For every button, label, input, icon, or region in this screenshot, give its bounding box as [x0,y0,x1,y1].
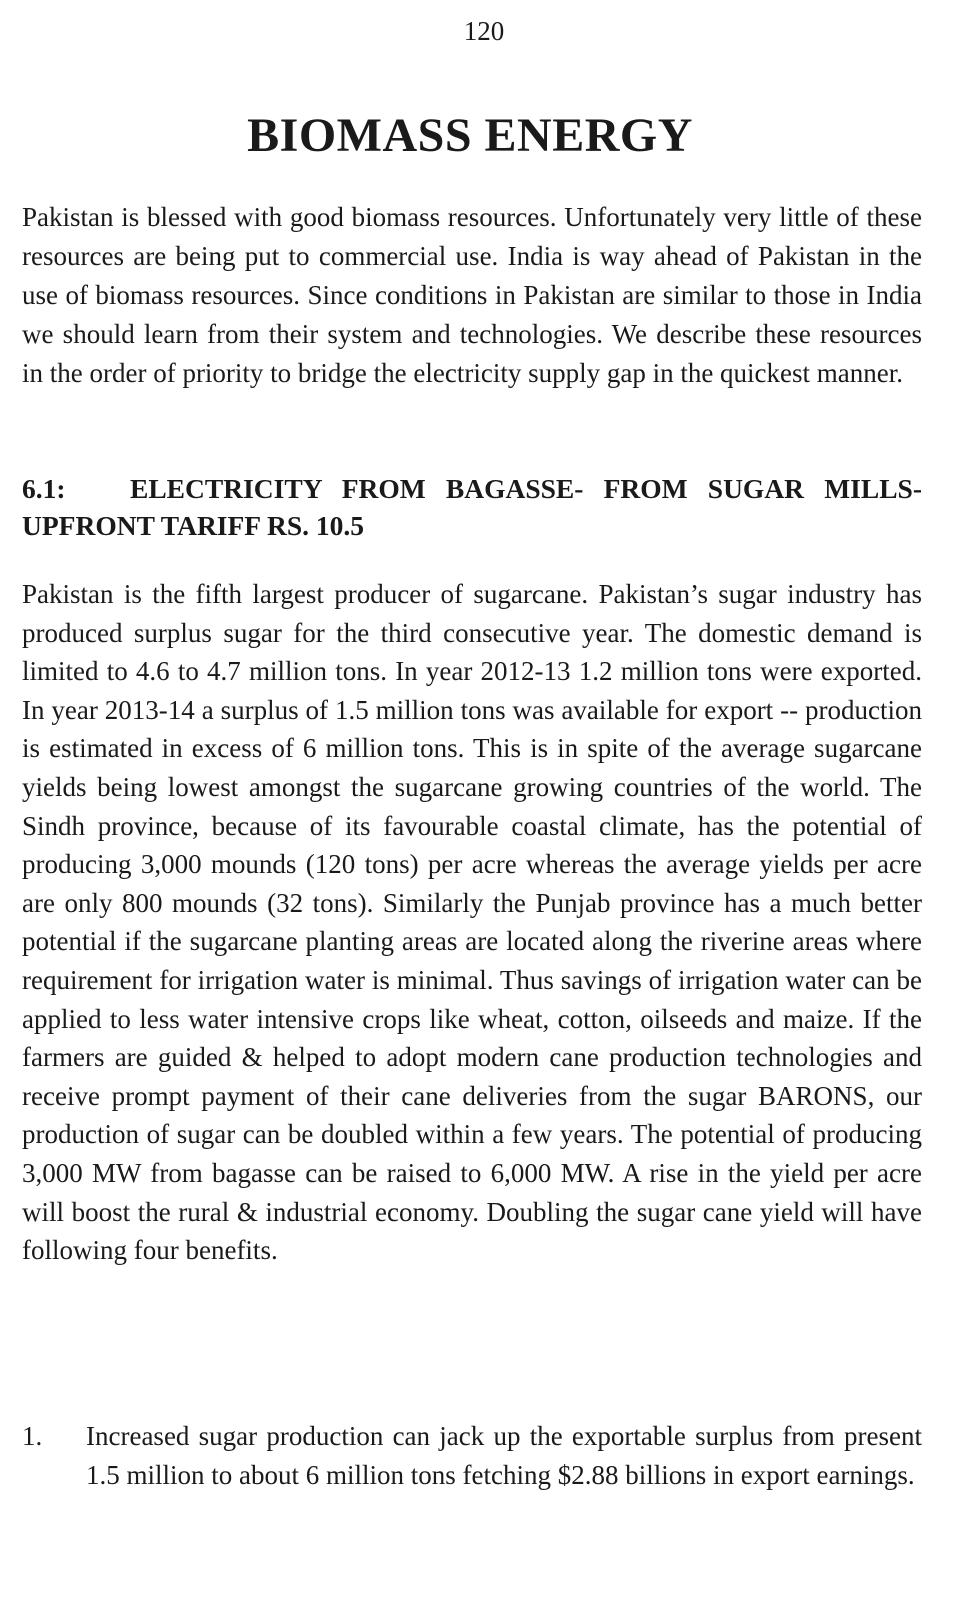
list-item [22,1417,922,1494]
intro-paragraph: Pakistan is blessed with good biomass resources. Unfortunately very little of these resources are being put to commercial use. India is way ahead of Pakistan in the use of biomass resources. Since conditions in Pakistan are similar to those in India we should learn from their system and technologies. We describe these resources in the order of priority to bridge the electricity supply gap in the quickest manner. [22,202,922,388]
section-body-paragraph: Pakistan is the fifth largest producer of sugarcane. Pakistan’s sugar industry has produced surplus sugar for the third consecutive year. The domestic demand is limited to 4.6 to 4.7 million tons. In year 2012-13 1.2 million tons were exported. In year 2013-14 a surplus of 1.5 million tons was available for export -- production is estimated in excess of 6 million tons. This is in spite of the average sugarcane yields being lowest amongst the sugarcane growing countries of the world. The Sindh province, because of its favourable coastal climate, has the potential of producing 3,000 mounds (120 tons) per acre whereas the average yields per acre are only 800 mounds (32 tons). Similarly the Punjab province has a much better potential if the sugarcane planting areas are located along the riverine areas where requirement for irrigation water is minimal. Thus savings of irrigation water can be applied to less water intensive crops like wheat, cotton, oilseeds and maize. If the farmers are guided & helped to adopt modern cane production technologies and receive prompt payment of their cane deliveries from the sugar BARONS, our production of sugar can be doubled within a few years. The potential of producing 3,000 MW from bagasse can be raised to 6,000 MW. A rise in the yield per acre will boost the rural & industrial economy. Doubling the sugar cane yield will have following four benefits. [22,579,922,1266]
list-item-marker: 1. [22,1421,43,1451]
chapter-title: BIOMASS ENERGY [247,109,693,162]
section-heading [22,470,922,544]
benefits-list [22,1417,922,1494]
page-number: 120 [463,16,505,46]
section-title: ELECTRICITY FROM BAGASSE- FROM SUGAR MILLS- UPFRONT TARIFF RS. 10.5 [22,473,922,541]
section-number: 6.1: [22,473,66,504]
list-item-text: Increased sugar production can jack up the exportable surplus from present 1.5 million to about 6 million tons fetching $2.88 billions in export earnings. [86,1421,922,1490]
